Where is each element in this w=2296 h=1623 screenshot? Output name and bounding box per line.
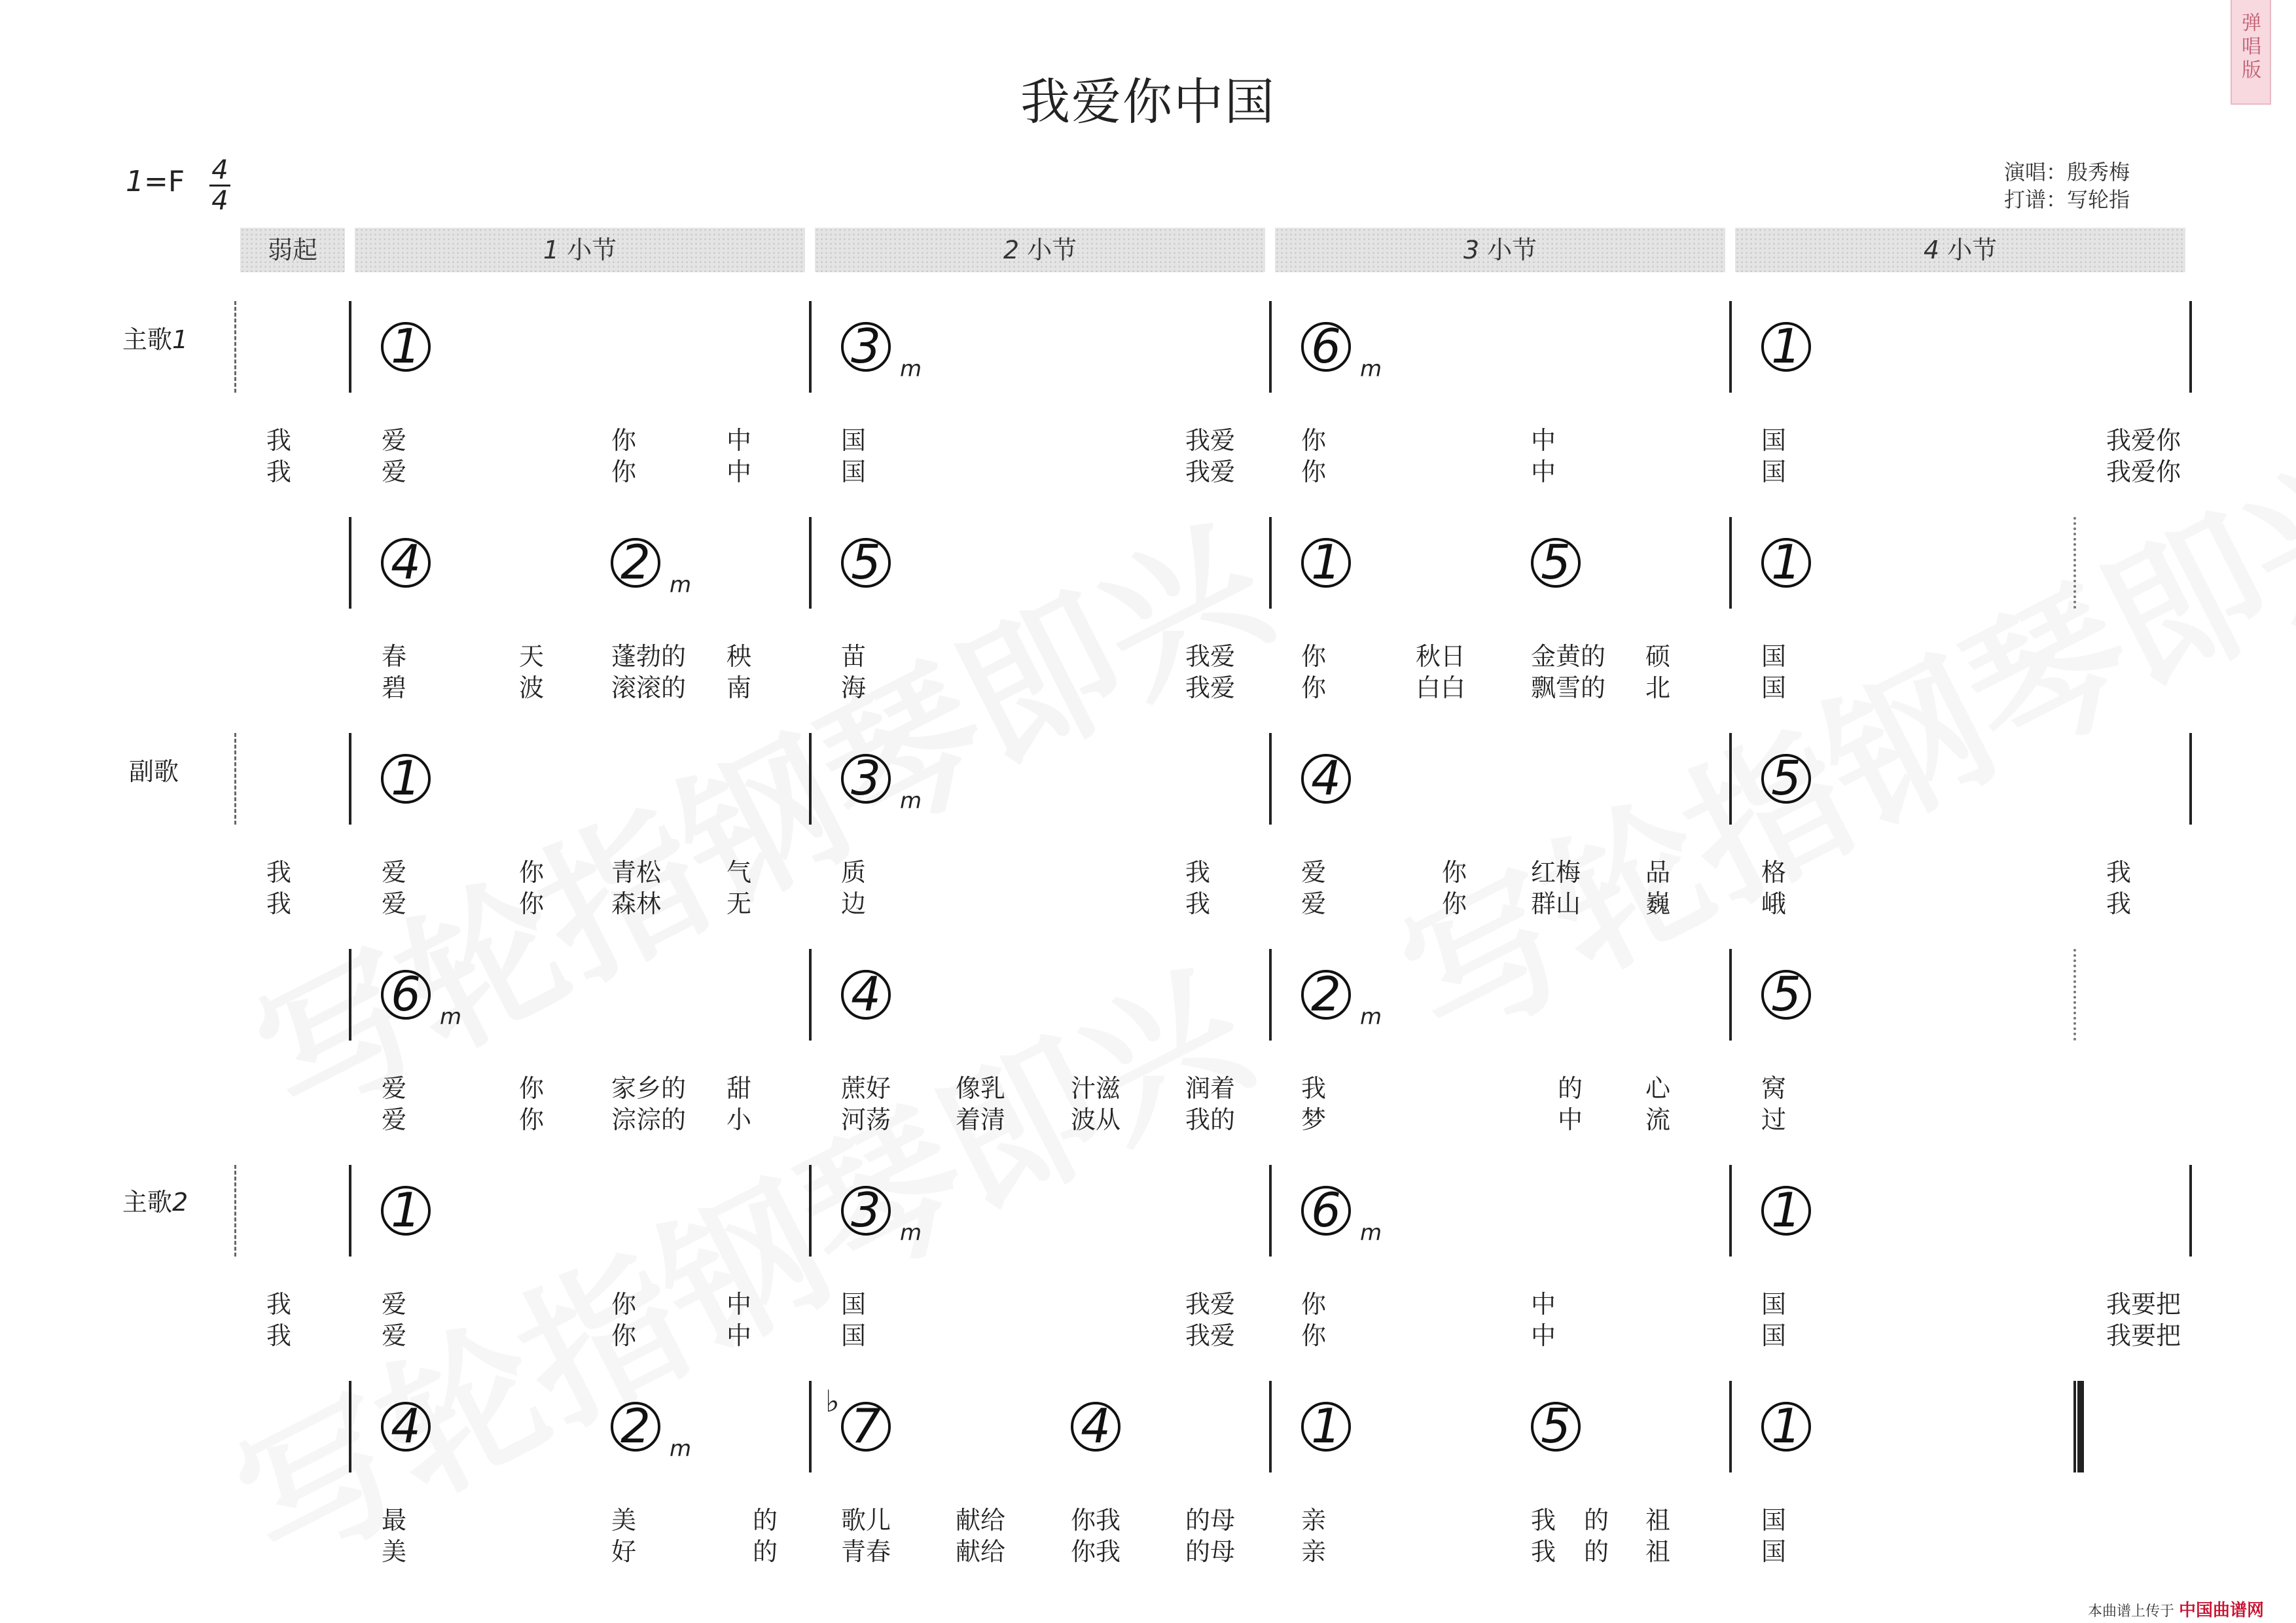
chord-degree: 6 [391, 967, 421, 1022]
lyric-line2-word: 爱 [382, 1105, 407, 1134]
lyric-line2-word: 中 [726, 457, 752, 486]
chord-degree: 2 [620, 535, 651, 590]
chord-degree: 1 [391, 1183, 421, 1238]
lyric-line1-word: 像乳 [956, 1074, 1006, 1103]
lyric-line2-word: 我爱你 [2106, 457, 2181, 486]
lyric-line2-word: 国 [1761, 673, 1787, 702]
lyric-line2-word: 你 [519, 1105, 545, 1134]
barline [349, 301, 351, 393]
lyric-line1-word: 最 [382, 1506, 407, 1535]
lyric-line1-word: 我 [1531, 1506, 1556, 1535]
lyric-line1-word: 我 [1185, 858, 1211, 887]
lyric-line2-word: 你 [1301, 1321, 1327, 1350]
lyric-line1-word: 家乡的 [611, 1074, 687, 1103]
lyric-line2-word: 碧 [382, 673, 407, 702]
lyric-line2-word: 你 [611, 1321, 637, 1350]
header-measure-2 [815, 228, 1265, 272]
time-bottom: 4 [211, 186, 228, 216]
lyric-line2-word: 我爱 [1185, 1321, 1236, 1350]
lyric-line1-word: 你 [1442, 858, 1467, 887]
measure-number: 2 [1003, 236, 1020, 264]
lyric-line1-word: 亲 [1301, 1506, 1327, 1535]
chord-degree: 3 [851, 751, 881, 806]
lyric-line2-word: 我爱 [1185, 457, 1236, 486]
lyric-line1-word: 天 [519, 642, 545, 671]
lyric-line2-word: 国 [1761, 1321, 1787, 1350]
header-measure-3 [1275, 228, 1725, 272]
chord-degree: 5 [1771, 751, 1801, 806]
continuation-line [2073, 517, 2076, 609]
lyric-line2-word: 梦 [1301, 1105, 1327, 1134]
lyric-line1-word: 苗 [841, 642, 867, 671]
pickup-divider [234, 1165, 236, 1257]
lyric-line2-word: 亲 [1301, 1537, 1327, 1566]
lyric-line2-word: 北 [1645, 673, 1671, 702]
chord-degree: 1 [391, 751, 421, 806]
lyric-line1-word: 国 [1761, 1290, 1787, 1319]
lyric-line2-word: 我 [1531, 1537, 1556, 1566]
lyric-line2-word: 你我 [1071, 1537, 1121, 1566]
lyric-line1-word: 窝 [1761, 1074, 1787, 1103]
chord-degree: 6 [1311, 319, 1341, 374]
lyric-line1-word: 金黄的 [1531, 642, 1606, 671]
lyric-line1-word: 青松 [611, 858, 662, 887]
lyric-line2-word: 的 [753, 1537, 778, 1566]
barline [2189, 1165, 2192, 1257]
barline [1729, 1381, 1732, 1472]
lyric-line2-word: 峨 [1761, 889, 1787, 918]
lyric-line2-word: 森林 [611, 889, 662, 918]
key-note: =F [144, 165, 185, 198]
lyric-line1-word: 我爱 [1185, 1290, 1236, 1319]
section-number: 1 [172, 325, 188, 354]
chord-quality: m [900, 1220, 922, 1246]
lyric-line1-word: 国 [1761, 426, 1787, 455]
lyric-line2-word: 淙淙的 [611, 1105, 687, 1134]
lyric-line1-word: 的 [1584, 1506, 1609, 1535]
chord-quality: m [440, 1004, 462, 1030]
continuation-line [2073, 949, 2076, 1041]
chord-degree: 1 [1771, 1399, 1801, 1454]
lyric-line1-word: 我爱 [1185, 642, 1236, 671]
lyric-line2-word: 我 [266, 1321, 292, 1350]
chord-quality: m [900, 356, 922, 382]
measure-unit: 小节 [559, 236, 617, 264]
lyric-line2-word: 我 [1185, 889, 1211, 918]
lyric-line1-word: 秧 [726, 642, 752, 671]
barline [809, 949, 812, 1041]
barline [349, 949, 351, 1041]
lyric-line1-word: 红梅 [1531, 858, 1581, 887]
chord-quality: m [1360, 1220, 1382, 1246]
barline [2189, 301, 2192, 393]
lyric-line1-word: 中 [1531, 426, 1556, 455]
chord-quality: m [670, 1436, 692, 1462]
lyric-line2-word: 我爱 [1185, 673, 1236, 702]
lyric-line2-word: 海 [841, 673, 867, 702]
footer-text: 本曲谱上传于 [2088, 1603, 2175, 1620]
lyric-line1-word: 你 [1301, 1290, 1327, 1319]
chord-degree: 1 [391, 319, 421, 374]
header-measure-4 [1735, 228, 2185, 272]
time-top: 4 [211, 155, 228, 185]
lyric-line1-word: 爱 [382, 858, 407, 887]
pickup-divider [234, 301, 236, 393]
lyric-line1-word: 的母 [1185, 1506, 1236, 1535]
lyric-line2-word: 国 [841, 457, 867, 486]
chord-degree: 5 [1771, 967, 1801, 1022]
barline [1269, 1381, 1272, 1472]
chord-degree: 2 [620, 1399, 651, 1454]
version-label: 弹唱版 [2242, 12, 2261, 82]
lyric-line1-word: 我 [266, 426, 292, 455]
barline [1269, 733, 1272, 825]
lyric-line1-word: 美 [611, 1506, 637, 1535]
measure-number: 1 [543, 236, 560, 264]
barline [349, 733, 351, 825]
lyric-line2-word: 青春 [841, 1537, 891, 1566]
lyric-line1-word: 甜 [726, 1074, 752, 1103]
header-measure-1 [355, 228, 805, 272]
lyric-line2-word: 边 [841, 889, 867, 918]
chord-degree: 4 [1311, 751, 1341, 806]
lyric-line1-word: 品 [1645, 858, 1671, 887]
lyric-line1-word: 润着 [1185, 1074, 1236, 1103]
lyric-line2-word: 我 [266, 457, 292, 486]
lyric-line2-word: 你 [1301, 457, 1327, 486]
chord-degree: 4 [1081, 1399, 1111, 1454]
lyric-line1-word: 我 [266, 858, 292, 887]
lyric-line1-word: 爱 [382, 1290, 407, 1319]
lyric-line1-word: 蓬勃的 [611, 642, 687, 671]
lyric-line2-word: 你 [1301, 673, 1327, 702]
lyric-line1-word: 质 [841, 858, 867, 887]
header-pickup [240, 228, 345, 272]
pickup-divider [234, 733, 236, 825]
barline [809, 1381, 812, 1472]
flat-sign: ♭ [825, 1383, 840, 1419]
chord-degree: 4 [391, 1399, 421, 1454]
lyric-line1-word: 中 [726, 1290, 752, 1319]
barline [1269, 517, 1272, 609]
lyric-line2-word: 我 [2106, 889, 2132, 918]
lyric-line2-word: 祖 [1645, 1537, 1671, 1566]
chord-degree: 1 [1771, 535, 1801, 590]
barline [809, 517, 812, 609]
lyric-line1-word: 歌儿 [841, 1506, 891, 1535]
chord-degree: 3 [851, 319, 881, 374]
chord-degree: 5 [1541, 1399, 1571, 1454]
barline [809, 733, 812, 825]
barline [349, 517, 351, 609]
barline [809, 301, 812, 393]
credits [2004, 158, 2130, 213]
lyric-line1-word: 献给 [956, 1506, 1006, 1535]
measure-number: 3 [1463, 236, 1480, 264]
chord-quality: m [900, 788, 922, 814]
lyric-line2-word: 我 [266, 889, 292, 918]
footer [2088, 1597, 2264, 1621]
chord-degree: 1 [1311, 1399, 1341, 1454]
chord-degree: 5 [1541, 535, 1571, 590]
lyric-line1-word: 中 [1531, 1290, 1556, 1319]
lyric-line1-word: 我 [266, 1290, 292, 1319]
arranger-credit: 打谱：写轮指 [2004, 187, 2130, 212]
barline [1269, 301, 1272, 393]
chord-degree: 1 [1771, 319, 1801, 374]
lyric-line2-word: 河荡 [841, 1105, 891, 1134]
lyric-line1-word: 秋日 [1416, 642, 1466, 671]
lyric-line1-word: 你 [1301, 426, 1327, 455]
barline [1729, 949, 1732, 1041]
lyric-line2-word: 美 [382, 1537, 407, 1566]
barline [349, 1381, 351, 1472]
lyric-line2-word: 南 [726, 673, 752, 702]
lyric-line2-word: 流 [1645, 1105, 1671, 1134]
barline [1729, 733, 1732, 825]
lyric-line2-word: 爱 [382, 457, 407, 486]
lyric-line2-word: 无 [726, 889, 752, 918]
lyric-line2-word: 波从 [1071, 1105, 1121, 1134]
barline [1729, 301, 1732, 393]
lyric-line1-word: 蔗好 [841, 1074, 891, 1103]
section-name: 主歌 [122, 1188, 173, 1217]
lyric-line1-word: 心 [1645, 1074, 1671, 1103]
lyric-line1-word: 你 [611, 426, 637, 455]
lyric-line1-word: 硕 [1645, 642, 1671, 671]
lyric-line2-word: 你 [611, 457, 637, 486]
measure-unit: 小节 [1479, 236, 1537, 264]
lyric-line1-word: 中 [726, 426, 752, 455]
lyric-line1-word: 爱 [382, 1074, 407, 1103]
barline [809, 1165, 812, 1257]
time-signature [208, 156, 232, 215]
section-name: 主歌 [122, 325, 173, 354]
chord-degree: 5 [851, 535, 881, 590]
chord-degree: 6 [1311, 1183, 1341, 1238]
lyric-line1-word: 国 [841, 1290, 867, 1319]
lyric-line2-word: 中 [1558, 1105, 1583, 1134]
lyric-line1-word: 的 [753, 1506, 778, 1535]
barline [2189, 733, 2192, 825]
lyric-line2-word: 滚滚的 [611, 673, 687, 702]
lyric-line1-word: 我 [2106, 858, 2132, 887]
lyric-line2-word: 我的 [1185, 1105, 1236, 1134]
chord-degree: 7 [851, 1399, 881, 1454]
header-pickup-label: 弱起 [267, 236, 317, 264]
lyric-line2-word: 群山 [1531, 889, 1581, 918]
lyric-line1-word: 爱 [1301, 858, 1327, 887]
lyric-line1-word: 的 [1558, 1074, 1583, 1103]
chord-quality: m [1360, 356, 1382, 382]
lyric-line2-word: 国 [1761, 1537, 1787, 1566]
lyric-line1-word: 国 [1761, 1506, 1787, 1535]
singer-credit: 演唱：殷秀梅 [2004, 160, 2130, 185]
lyric-line2-word: 中 [1531, 457, 1556, 486]
lyric-line1-word: 你 [611, 1290, 637, 1319]
section-name: 副歌 [129, 757, 179, 786]
lyric-line2-word: 我要把 [2106, 1321, 2181, 1350]
lyric-line1-word: 我爱你 [2106, 426, 2181, 455]
lyric-line2-word: 国 [841, 1321, 867, 1350]
watermark [1361, 384, 2296, 1084]
barline [1269, 949, 1272, 1041]
lyric-line2-word: 爱 [382, 889, 407, 918]
lyric-line1-word: 国 [841, 426, 867, 455]
lyric-line1-word: 你我 [1071, 1506, 1121, 1535]
lyric-line2-word: 爱 [1301, 889, 1327, 918]
section-number: 2 [172, 1188, 188, 1217]
lyric-line2-word: 你 [1442, 889, 1467, 918]
lyric-line1-word: 你 [1301, 642, 1327, 671]
chord-degree: 4 [391, 535, 421, 590]
song-title: 我爱你中国 [1020, 73, 1276, 131]
lyric-line1-word: 春 [382, 642, 407, 671]
lyric-line1-word: 我爱 [1185, 426, 1236, 455]
chord-degree: 1 [1311, 535, 1341, 590]
lyric-line1-word: 我要把 [2106, 1290, 2181, 1319]
lyric-line2-word: 你 [519, 889, 545, 918]
barline [1729, 517, 1732, 609]
lyric-line1-word: 国 [1761, 642, 1787, 671]
lyric-line2-word: 中 [1531, 1321, 1556, 1350]
measure-unit: 小节 [1939, 236, 1998, 264]
lyric-line1-word: 祖 [1645, 1506, 1671, 1535]
chord-degree: 3 [851, 1183, 881, 1238]
key-signature [126, 165, 185, 198]
barline [349, 1165, 351, 1257]
lyric-line2-word: 小 [726, 1105, 752, 1134]
lyric-line2-word: 中 [726, 1321, 752, 1350]
lyric-line2-word: 白白 [1416, 673, 1466, 702]
lyric-line2-word: 好 [611, 1537, 637, 1566]
chord-degree: 4 [851, 967, 881, 1022]
key-tonic: 1 [126, 165, 144, 198]
lyric-line1-word: 爱 [382, 426, 407, 455]
lyric-line1-word: 你 [519, 858, 545, 887]
chord-degree: 2 [1311, 967, 1341, 1022]
barline [1729, 1165, 1732, 1257]
lyric-line1-word: 我 [1301, 1074, 1327, 1103]
section-verse2-label [122, 1182, 188, 1218]
lyric-line2-word: 飘雪的 [1531, 673, 1606, 702]
measure-unit: 小节 [1019, 236, 1077, 264]
site-logo: 中国曲谱网 [2179, 1601, 2265, 1620]
lyric-line2-word: 过 [1761, 1105, 1787, 1134]
lyric-line2-word: 着清 [956, 1105, 1006, 1134]
final-barline [2073, 1381, 2084, 1472]
chord-quality: m [1360, 1004, 1382, 1030]
lyric-line2-word: 献给 [956, 1537, 1006, 1566]
lyric-line1-word: 汁滋 [1071, 1074, 1121, 1103]
measure-number: 4 [1923, 236, 1940, 264]
lyric-line1-word: 你 [519, 1074, 545, 1103]
lyric-line2-word: 的母 [1185, 1537, 1236, 1566]
lyric-line1-word: 气 [726, 858, 752, 887]
chord-degree: 1 [1771, 1183, 1801, 1238]
section-chorus-label [129, 751, 179, 787]
section-verse1-label [122, 319, 188, 355]
lyric-line2-word: 的 [1584, 1537, 1609, 1566]
lyric-line2-word: 波 [519, 673, 545, 702]
lyric-line2-word: 巍 [1645, 889, 1671, 918]
lyric-line2-word: 国 [1761, 457, 1787, 486]
barline [1269, 1165, 1272, 1257]
lyric-line1-word: 格 [1761, 858, 1787, 887]
lyric-line2-word: 爱 [382, 1321, 407, 1350]
chord-quality: m [670, 572, 692, 598]
